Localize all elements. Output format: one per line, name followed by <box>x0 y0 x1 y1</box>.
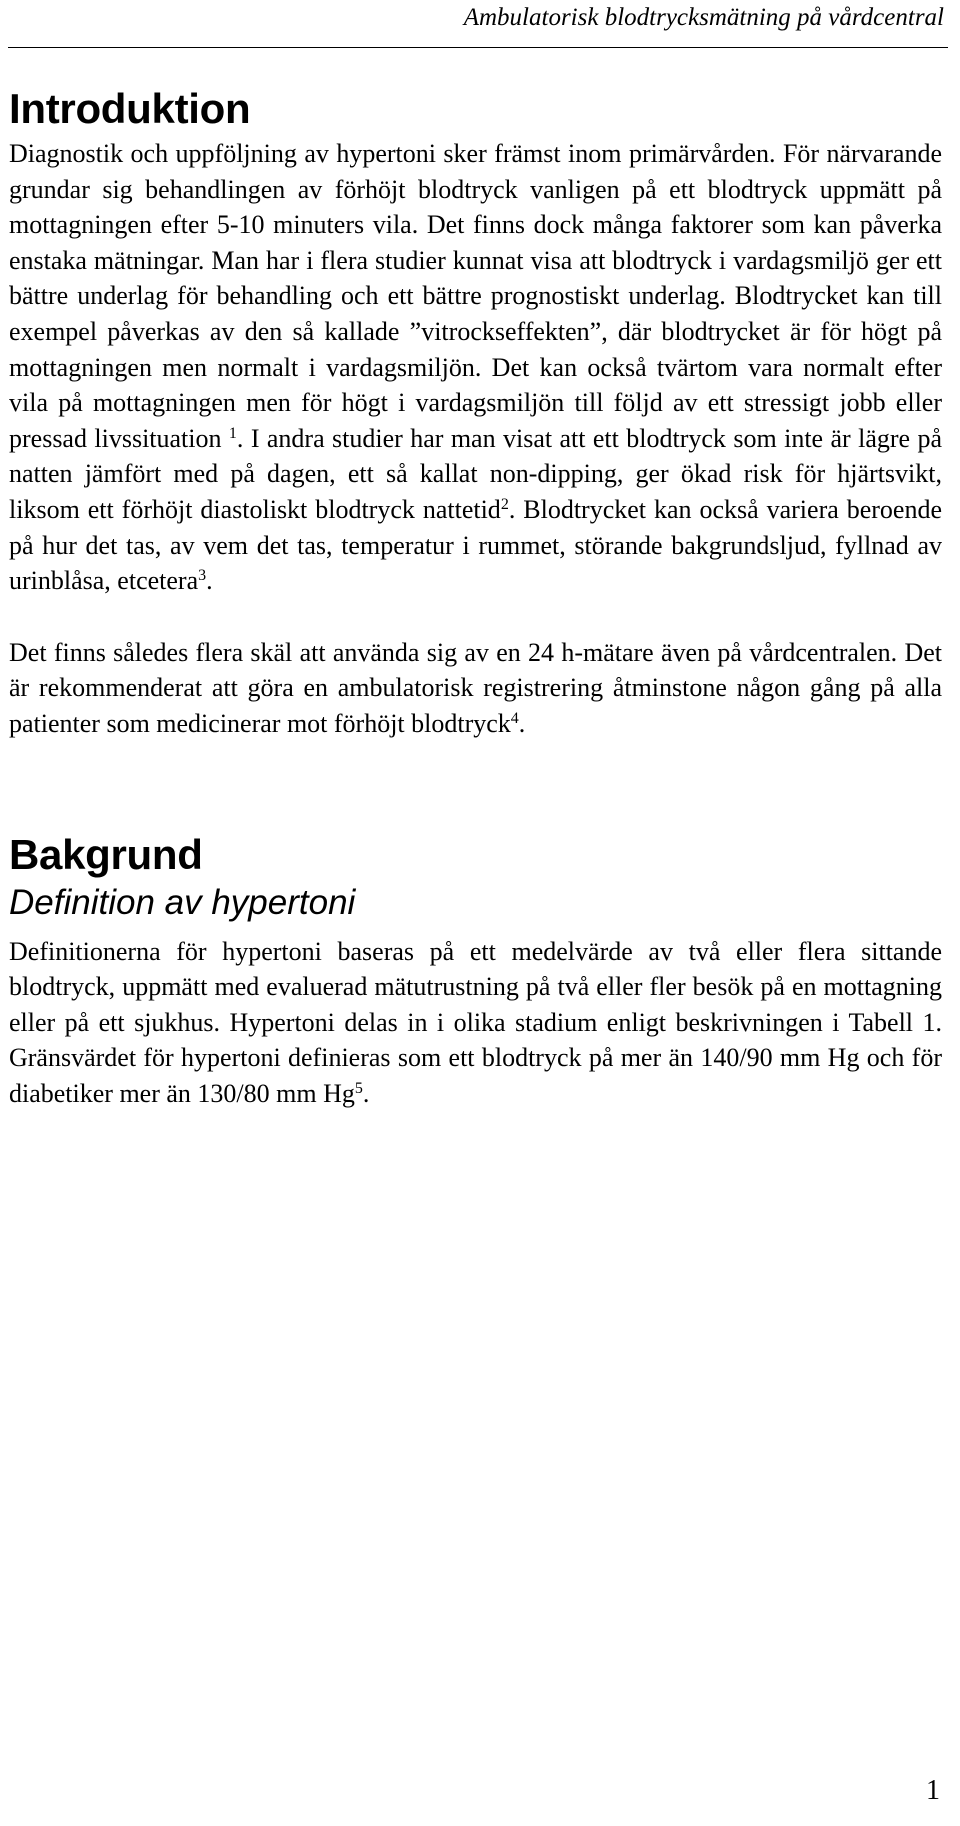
page-number: 1 <box>926 1775 940 1806</box>
intro-paragraph-1 <box>9 136 942 599</box>
intro-p2-text-1: Det finns således flera skäl att använda sig av en 24 h-mätare även på vårdcentralen. Det är rekommenderat att göra en ambulatorisk registrering åtminstone någon gång på alla patienter som medicinerar mot förhöjt blodtryck <box>9 637 942 738</box>
intro-paragraph-2 <box>9 635 942 742</box>
footnote-ref-5: 5 <box>354 1079 363 1097</box>
footnote-ref-2: 2 <box>500 495 509 513</box>
intro-p1-text-1: Diagnostik och uppföljning av hypertoni sker främst inom primärvården. För närvarande grundar sig behandlingen av förhöjt blodtryck vanligen på ett blodtryck uppmätt på mottagningen efter 5-10 minuters vila. Det finns dock många faktorer som kan påverka enstaka mätningar. Man har i flera studier kunnat visa att blodtryck i vardagsmiljö ger ett bättre underlag för behandling och ett bättre prognostiskt underlag. Blodtrycket kan till exempel påverkas av den så kallade ”vitrockseffekten”, där blodtrycket är för högt på mottagningen men normalt i vardagsmiljön. Det kan också tvärtom vara normalt efter vila på mottagningen men för högt i vardagsmiljön till följd av ett stressigt jobb eller pressad livssituation <box>9 139 942 453</box>
header-rule <box>8 47 948 48</box>
intro-p1-text-2: . I andra studier har man visat att ett blodtryck som inte är lägre på natten jämfört med på dagen, ett så kallat non-dipping, ger ökad risk för hjärtsvikt, liksom ett förhöjt diastoliskt blodtryck nattetid <box>9 423 942 524</box>
footnote-ref-1: 1 <box>228 424 237 442</box>
section-heading-bakgrund: Bakgrund <box>9 830 203 878</box>
subsection-heading-definition: Definition av hypertoni <box>9 882 356 922</box>
section-heading-introduktion: Introduktion <box>9 85 251 132</box>
running-header: Ambulatorisk blodtrycksmätning på vårdcentral <box>463 4 944 31</box>
page-body <box>9 86 942 1111</box>
footnote-ref-4: 4 <box>510 709 519 727</box>
bg-p1-text-2: . <box>362 1078 370 1108</box>
intro-p2-text-2: . <box>518 708 526 738</box>
intro-p1-text-3: . Blodtrycket kan också variera beroende på hur det tas, av vem det tas, temperatur i rummet, störande bakgrundsljud, fyllnad av urinblåsa, etcetera <box>9 494 942 596</box>
background-paragraph-1 <box>9 934 942 1112</box>
intro-p1-text-4: . <box>206 566 213 596</box>
bg-p1-text-1: Definitionerna för hypertoni baseras på ett medelvärde av två eller flera sittande blodtryck, uppmätt med evaluerad mätutrustning på två eller fler besök på en mottagning eller på ett sjukhus. Hypertoni delas in i olika stadium enligt beskrivningen i Tabell 1. Gränsvärdet för hypertoni definieras som ett blodtryck på mer än 140/90 mm Hg och för diabetiker mer än 130/80 mm Hg <box>9 936 942 1108</box>
footnote-ref-3: 3 <box>198 567 207 585</box>
